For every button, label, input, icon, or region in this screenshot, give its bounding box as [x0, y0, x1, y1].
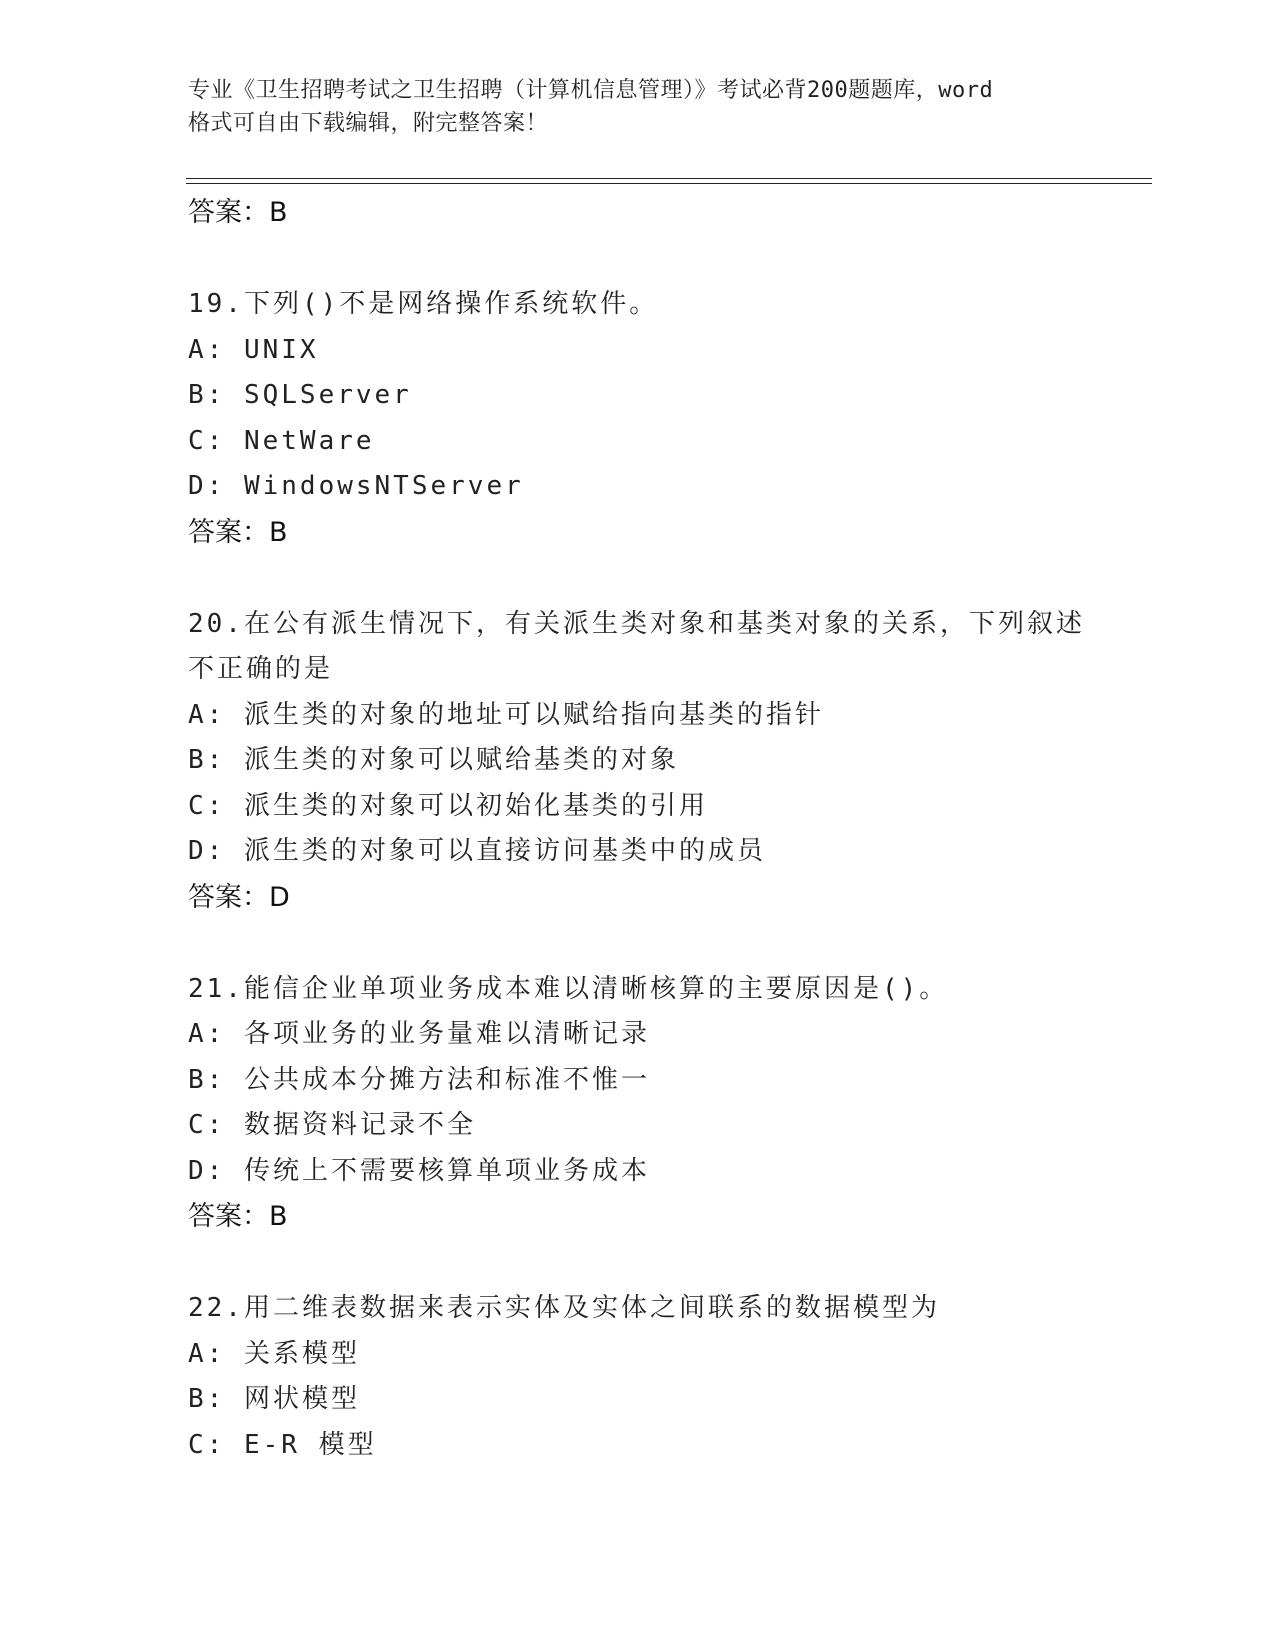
question-text: 19.下列()不是网络操作系统软件。 — [188, 289, 659, 319]
answer-option: A: 派生类的对象的地址可以赋给指向基类的指针 — [188, 699, 824, 730]
document-header — [188, 74, 1088, 140]
question-text: 不正确的是 — [188, 654, 334, 684]
question-text: 22.用二维表数据来表示实体及实体之间联系的数据模型为 — [188, 1293, 940, 1323]
answer-option: D: WindowsNTServer — [188, 471, 524, 501]
answer-option: B: 派生类的对象可以赋给基类的对象 — [188, 745, 679, 775]
answer-option: C: NetWare — [188, 425, 375, 456]
question-list — [188, 190, 1148, 1468]
question-block — [188, 602, 1148, 921]
answer-line: 答案：B — [188, 197, 288, 228]
answer-option: A: UNIX — [188, 334, 319, 365]
question-block — [188, 967, 1148, 1241]
answer-option: B: 网状模型 — [188, 1384, 360, 1414]
answer-option: A: 各项业务的业务量难以清晰记录 — [188, 1019, 650, 1049]
question-text: 21.能信企业单项业务成本难以清晰核算的主要原因是()。 — [188, 973, 949, 1004]
answer-option: C: 数据资料记录不全 — [188, 1110, 476, 1140]
header-line-1: 专业《卫生招聘考试之卫生招聘（计算机信息管理）》考试必背200题题库，word — [188, 78, 994, 103]
question-block — [188, 282, 1148, 556]
header-line-2: 格式可自由下载编辑，附完整答案！ — [188, 111, 549, 136]
answer-option: B: SQLServer — [188, 380, 412, 410]
answer-option: D: 派生类的对象可以直接访问基类中的成员 — [188, 836, 766, 866]
header-divider-bottom — [186, 183, 1152, 184]
answer-option: D: 传统上不需要核算单项业务成本 — [188, 1155, 650, 1186]
answer-option: B: 公共成本分摊方法和标准不惟一 — [188, 1064, 650, 1095]
header-divider-top — [186, 178, 1152, 179]
question-text: 20.在公有派生情况下，有关派生类对象和基类对象的关系，下列叙述 — [188, 608, 1085, 639]
answer-line: 答案：D — [188, 881, 290, 913]
answer-option: C: E-R 模型 — [188, 1429, 377, 1460]
answer-line: 答案：B — [188, 516, 288, 548]
answer-option: C: 派生类的对象可以初始化基类的引用 — [188, 790, 708, 821]
question-block — [188, 1286, 1148, 1468]
answer-line: 答案：B — [188, 1201, 288, 1232]
answer-option: A: 关系模型 — [188, 1338, 360, 1369]
